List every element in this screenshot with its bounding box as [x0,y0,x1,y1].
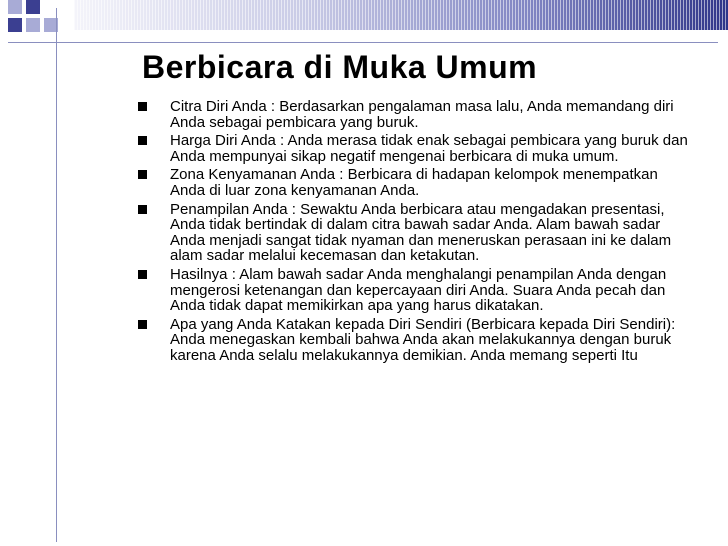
square-bullet-icon [138,136,147,145]
square-bullet-icon [138,205,147,214]
horizontal-divider [8,42,718,43]
decorative-square [8,0,22,14]
square-bullet-icon [138,170,147,179]
vertical-divider [56,8,57,542]
bullet-item [132,99,692,130]
header-gradient-band [74,0,728,30]
bullet-text: Hasilnya : Alam bawah sadar Anda menghalangi penampilan Anda dengan mengerosi ketenangan dan kepercayaan diri Anda. Suara Anda pecah dan Anda tidak dapat memikirkan apa yang harus dikatakan. [170,265,667,315]
bullet-text: Penampilan Anda : Sewaktu Anda berbicara atau mengadakan presentasi, Anda tidak bertindak di dalam citra bawah sadar Anda. Alam bawah sadar Anda menjadi sangat tidak nyaman dan meneruskan perasaan ini ke dalam alam sadar melalui kecemasan dan ketakutan. [170,200,672,265]
bullet-item [132,202,692,264]
bullet-text: Citra Diri Anda : Berdasarkan pengalaman masa lalu, Anda memandang diri Anda sebagai pembicara yang buruk. [170,98,674,131]
decorative-square [8,18,22,32]
bullet-list [132,99,692,367]
bullet-item [132,317,692,364]
bullet-item [132,267,692,314]
square-bullet-icon [138,320,147,329]
slide-title: Berbicara di Muka Umum [142,49,538,85]
bullet-item [132,133,692,164]
square-bullet-icon [138,270,147,279]
bullet-text: Apa yang Anda Katakan kepada Diri Sendiri (Berbicara kepada Diri Sendiri): Anda menegaskan kembali bahwa Anda akan melakukannya dengan buruk karena Anda selalu melakukannya demikian. Anda memang seperti Itu [170,315,676,364]
decorative-square [26,18,40,32]
square-bullet-icon [138,102,147,111]
bullet-item [132,167,692,198]
bullet-text: Harga Diri Anda : Anda merasa tidak enak sebagai pembicara yang buruk dan Anda mempunyai sikap negatif mengenai berbicara di muka umum. [170,132,688,165]
decorative-square [26,0,40,14]
bullet-text: Zona Kenyamanan Anda : Berbicara di hadapan kelompok menempatkan Anda di luar zona kenyamanan Anda. [170,166,658,199]
